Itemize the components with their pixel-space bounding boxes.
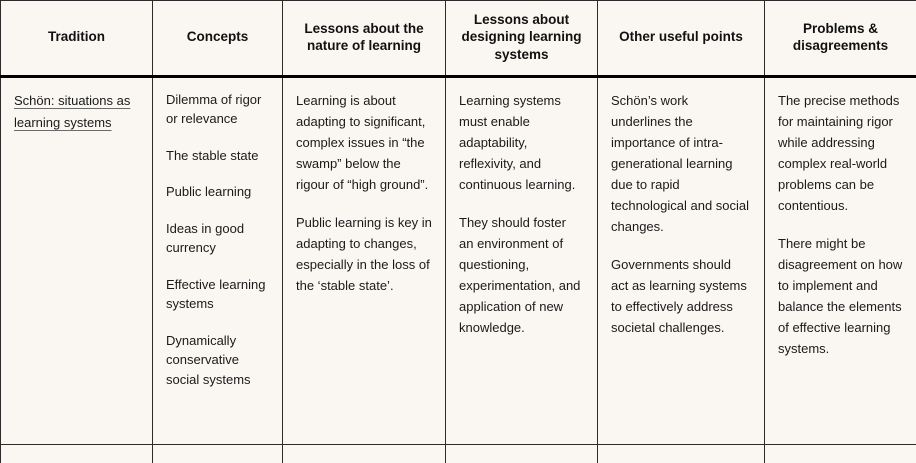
column-header-problems-disagreements: Problems & disagreements bbox=[765, 1, 916, 77]
paragraph: The precise methods for maintaining rigor while addressing complex real-world problems can be contentious. bbox=[778, 92, 900, 214]
column-header-other-useful-points: Other useful points bbox=[598, 1, 765, 77]
paragraph: Schön’s work underlines the importance of intra-generational learning due to rapid technological and social changes. bbox=[611, 92, 750, 235]
column-header-concepts: Concepts bbox=[153, 1, 283, 77]
table-header bbox=[1, 1, 916, 77]
cell-partial bbox=[153, 444, 283, 463]
cell-partial bbox=[283, 444, 446, 463]
table-row-partial bbox=[1, 444, 916, 463]
paragraph: There might be disagreement on how to implement and balance the elements of effective learning systems. bbox=[778, 236, 903, 357]
table-body bbox=[1, 76, 916, 463]
paragraph: Public learning is key in adapting to changes, especially in the loss of the ‘stable state’. bbox=[296, 215, 432, 294]
list-item: Dynamically conservative social systems bbox=[166, 332, 251, 387]
cell-partial bbox=[446, 444, 598, 463]
paragraph: Learning is about adapting to significant, complex issues in “the swamp” below the rigour of “high ground”. bbox=[296, 92, 429, 192]
table-row bbox=[1, 76, 916, 444]
column-header-nature-of-learning: Lessons about the nature of learning bbox=[283, 1, 446, 77]
paragraph: Learning systems must enable adaptability, reflexivity, and continuous learning. bbox=[459, 92, 576, 192]
list-item: Effective learning systems bbox=[166, 276, 266, 312]
column-header-tradition: Tradition bbox=[1, 1, 153, 77]
list-item: Public learning bbox=[166, 184, 252, 200]
tradition-label: Schön: situations as learning systems bbox=[14, 92, 131, 130]
column-header-designing-learning-systems: Lessons about designing learning systems bbox=[446, 1, 598, 77]
cell-partial bbox=[765, 444, 916, 463]
table-header-row bbox=[1, 1, 916, 77]
cell-partial bbox=[1, 444, 153, 463]
cell-problems-disagreements bbox=[765, 76, 916, 444]
paragraph: They should foster an environment of questioning, experimentation, and application of new knowledge. bbox=[459, 215, 581, 336]
cell-other-useful-points bbox=[598, 76, 765, 444]
cell-partial bbox=[598, 444, 765, 463]
cell-designing-learning-systems bbox=[446, 76, 598, 444]
list-item: Ideas in good currency bbox=[166, 220, 245, 256]
paragraph: Governments should act as learning systems to effectively address societal challenges. bbox=[611, 257, 747, 336]
concepts-list bbox=[166, 90, 269, 390]
list-item: Dilemma of rigor or relevance bbox=[166, 91, 262, 127]
list-item: The stable state bbox=[166, 147, 259, 163]
cell-nature-of-learning bbox=[283, 76, 446, 444]
cell-tradition bbox=[1, 76, 153, 444]
cell-concepts bbox=[153, 76, 283, 444]
